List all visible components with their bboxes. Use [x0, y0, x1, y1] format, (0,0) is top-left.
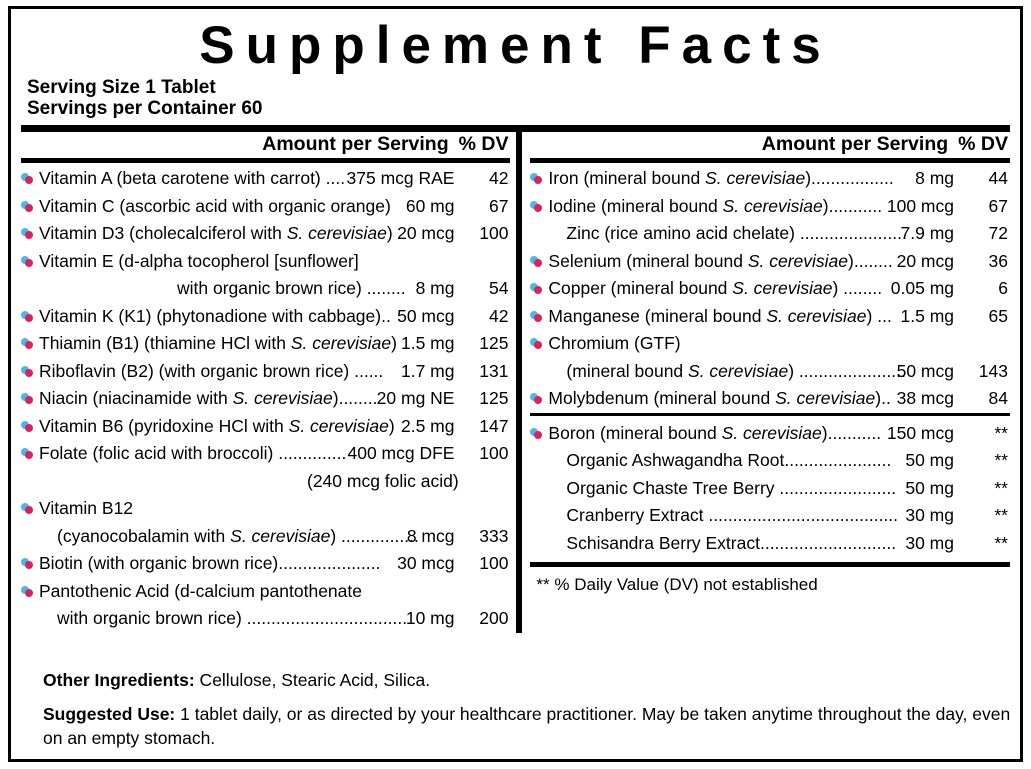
species-italic: S. cerevisiae — [286, 223, 387, 243]
nutrient-row — [21, 330, 510, 358]
species-italic: S. cerevisiae — [747, 250, 849, 271]
two-dot-bullet-icon — [21, 585, 34, 598]
nutrient-dv: 84 — [988, 388, 1008, 408]
nutrient-amount: 50 mcg — [397, 305, 455, 326]
nutrient-name: with organic brown rice) ........ — [177, 278, 406, 298]
nutrient-amount: 0.05 mg — [890, 278, 954, 298]
nutrient-dv: ** — [994, 532, 1008, 553]
two-dot-bullet-icon — [530, 337, 543, 350]
nutrient-name: Copper (mineral bound S. cerevisiae) ........ — [548, 278, 883, 298]
nutrient-amount: 20 mg NE — [376, 388, 455, 408]
nutrient-name: Riboflavin (B2) (with organic brown rice) ...... — [39, 360, 384, 381]
nutrient-row — [21, 605, 510, 633]
nutrient-name: Vitamin C (ascorbic acid with organic orange) — [39, 195, 391, 216]
nutrient-row — [21, 468, 510, 496]
nutrient-name: Vitamin A (beta carotene with carrot) .... — [39, 168, 346, 188]
nutrient-dv: 54 — [489, 278, 509, 298]
nutrient-dv: 125 — [479, 388, 509, 408]
nutrient-dv: 72 — [988, 223, 1008, 243]
nutrient-name: with organic brown rice) ................................. — [57, 608, 408, 628]
two-dot-bullet-icon — [21, 200, 34, 213]
two-dot-bullet-icon — [530, 310, 543, 323]
servings-per-container: Servings per Container 60 — [27, 98, 263, 119]
nutrient-row — [21, 413, 510, 441]
right-column — [530, 132, 1010, 633]
nutrient-row — [530, 358, 1010, 386]
nutrient-name: Vitamin B12 — [39, 498, 134, 518]
left-column — [21, 132, 510, 633]
nutrient-dv: ** — [994, 450, 1008, 470]
nutrient-row — [21, 220, 510, 248]
page-title: Supplement Facts — [199, 16, 832, 75]
two-dot-bullet-icon — [21, 420, 34, 433]
right-section-divider — [530, 413, 1010, 416]
suggested-use-label: Suggested Use: — [43, 704, 176, 724]
species-italic: S. cerevisiae — [288, 415, 389, 436]
panel-inner — [21, 13, 1010, 755]
nutrient-name: Vitamin D3 (cholecalciferol with S. cerevisiae) — [39, 223, 393, 243]
nutrient-dv: ** — [994, 505, 1008, 525]
column-divider — [516, 132, 522, 633]
two-dot-bullet-icon — [21, 172, 34, 185]
two-dot-bullet-icon — [21, 310, 34, 323]
nutrient-amount: 375 mcg RAE — [346, 168, 455, 188]
nutrient-row — [530, 385, 1010, 413]
right-column-header — [530, 132, 1010, 158]
two-dot-bullet-icon — [21, 227, 34, 240]
nutrient-amount: 20 mcg — [397, 223, 455, 243]
nutrient-row — [21, 578, 510, 606]
nutrient-row — [21, 303, 510, 331]
nutrient-name: Molybdenum (mineral bound S. cerevisiae).. — [548, 388, 891, 408]
nutrient-dv: 65 — [988, 305, 1008, 326]
nutrient-name: (240 mcg folic acid) — [307, 470, 459, 491]
nutrient-amount: 30 mg — [905, 532, 954, 553]
nutrient-dv: 67 — [988, 195, 1008, 216]
nutrient-amount: 100 mcg — [886, 195, 954, 216]
nutrient-row — [530, 275, 1010, 303]
dv-footnote: ** % Daily Value (DV) not established — [536, 575, 818, 594]
two-dot-bullet-icon — [21, 557, 34, 570]
left-column-header — [21, 132, 510, 158]
serving-size: Serving Size 1 Tablet — [27, 77, 216, 98]
nutrient-name: Boron (mineral bound S. cerevisiae)........... — [548, 422, 882, 443]
nutrient-name: Vitamin K (K1) (phytonadione with cabbage).. — [39, 305, 391, 326]
nutrient-name: Pantothenic Acid (d-calcium pantothenate — [39, 580, 362, 601]
nutrient-name: (mineral bound S. cerevisiae) ...................... — [566, 360, 906, 381]
nutrient-amount: 400 mcg DFE — [347, 443, 455, 463]
nutrient-dv: 100 — [479, 223, 509, 243]
nutrient-name: Iodine (mineral bound S. cerevisiae)........... — [548, 195, 883, 216]
nutrient-name: Folate (folic acid with broccoli) .............. — [39, 443, 347, 463]
nutrient-name: Manganese (mineral bound S. cerevisiae) ... — [548, 305, 892, 326]
species-italic: S. cerevisiae — [766, 305, 867, 326]
supplement-facts-panel — [8, 6, 1023, 762]
nutrient-amount: 1.7 mg — [400, 360, 455, 381]
other-ingredients-text: Cellulose, Stearic Acid, Silica. — [194, 670, 431, 690]
nutrient-name: Niacin (niacinamide with S. cerevisiae)........ — [39, 388, 378, 408]
nutrient-row — [530, 447, 1010, 475]
nutrient-row — [21, 165, 510, 193]
species-italic: S. cerevisiae — [232, 388, 333, 408]
two-dot-bullet-icon — [530, 255, 543, 268]
species-italic: S. cerevisiae — [732, 278, 833, 298]
nutrient-row — [530, 165, 1010, 193]
two-dot-bullet-icon — [21, 502, 34, 515]
nutrient-row — [530, 193, 1010, 221]
bottom-text — [43, 668, 1023, 760]
nutrient-row — [530, 220, 1010, 248]
nutrient-amount: 60 mg — [405, 195, 455, 216]
nutrient-row — [530, 530, 1010, 558]
nutrient-name: Cranberry Extract ....................................... — [566, 505, 899, 525]
two-dot-bullet-icon — [530, 200, 543, 213]
suggested-use — [43, 702, 1023, 750]
divider-top — [21, 125, 1010, 132]
nutrient-name: Chromium (GTF) — [548, 333, 681, 353]
nutrient-amount: 8 mg — [415, 278, 455, 298]
nutrient-amount: 150 mcg — [886, 422, 954, 443]
nutrient-name: Vitamin B6 (pyridoxine HCl with S. cerevisiae) — [39, 415, 395, 436]
nutrient-row — [21, 523, 510, 551]
nutrient-row — [530, 303, 1010, 331]
left-header-dv: % DV — [458, 133, 509, 155]
nutrient-row — [21, 358, 510, 386]
nutrient-amount: 1.5 mg — [900, 305, 954, 326]
nutrient-dv: 147 — [479, 415, 509, 436]
nutrient-row — [530, 475, 1010, 503]
nutrient-amount: 7.9 mg — [900, 223, 954, 243]
nutrient-row — [21, 495, 510, 523]
nutrient-dv: 67 — [489, 195, 509, 216]
right-header-amount: Amount per Serving — [761, 133, 949, 155]
left-header-amount: Amount per Serving — [262, 133, 449, 155]
other-ingredients — [43, 668, 1023, 692]
nutrient-name: Zinc (rice amino acid chelate) ...................... — [566, 223, 907, 243]
nutrient-row — [21, 193, 510, 221]
two-dot-bullet-icon — [21, 365, 34, 378]
nutrient-name: Thiamin (B1) (thiamine HCl with S. cerevisiae) — [39, 333, 397, 353]
nutrient-amount: 20 mcg — [896, 250, 954, 271]
nutrient-dv: ** — [994, 422, 1008, 443]
nutrient-dv: 200 — [479, 608, 509, 628]
nutrient-amount: 10 mg — [405, 608, 455, 628]
two-dot-bullet-icon — [21, 447, 34, 460]
other-ingredients-label: Other Ingredients: — [43, 670, 195, 690]
two-dot-bullet-icon — [530, 282, 543, 295]
nutrient-amount: 50 mg — [905, 450, 954, 470]
nutrient-name: Schisandra Berry Extract............................ — [566, 532, 897, 553]
nutrient-name: Biotin (with organic brown rice)..................... — [39, 553, 381, 573]
two-dot-bullet-icon — [21, 392, 34, 405]
suggested-use-text: 1 tablet daily, or as directed by your healthcare practitioner. May be taken anytime throughout the day, even on an empty stomach. — [43, 704, 1011, 748]
nutrient-dv: 36 — [988, 250, 1008, 271]
nutrient-name: Organic Ashwagandha Root...................... — [566, 450, 892, 470]
two-dot-bullet-icon — [530, 427, 543, 440]
nutrient-row — [530, 502, 1010, 530]
left-nutrient-rows — [21, 163, 510, 633]
nutrient-row — [21, 248, 510, 276]
nutrient-row — [530, 248, 1010, 276]
nutrient-columns — [21, 132, 1010, 633]
nutrient-row — [21, 440, 510, 468]
nutrient-dv: 125 — [479, 333, 509, 353]
two-dot-bullet-icon — [21, 337, 34, 350]
nutrient-row — [21, 550, 510, 578]
nutrient-name: Vitamin E (d-alpha tocopherol [sunflower] — [39, 250, 359, 271]
nutrient-dv: 131 — [479, 360, 509, 381]
two-dot-bullet-icon — [530, 392, 543, 405]
nutrient-row — [530, 330, 1010, 358]
two-dot-bullet-icon — [21, 255, 34, 268]
nutrient-name: Iron (mineral bound S. cerevisiae)................. — [548, 168, 894, 188]
right-botanical-rows — [530, 418, 1010, 558]
species-italic: S. cerevisiae — [688, 360, 789, 381]
nutrient-row — [21, 385, 510, 413]
nutrient-amount: 50 mcg — [896, 360, 954, 381]
nutrient-dv: 143 — [978, 360, 1008, 381]
nutrient-dv: 6 — [998, 278, 1008, 298]
species-italic: S. cerevisiae — [230, 525, 331, 546]
species-italic: S. cerevisiae — [290, 333, 392, 353]
species-italic: S. cerevisiae — [705, 168, 806, 188]
nutrient-dv: 100 — [479, 443, 509, 463]
nutrient-dv: 44 — [988, 168, 1008, 188]
nutrient-dv: 42 — [489, 168, 509, 188]
nutrient-amount: 38 mcg — [896, 388, 954, 408]
nutrient-amount: 30 mcg — [397, 553, 455, 573]
nutrient-dv: 333 — [479, 525, 509, 546]
species-italic: S. cerevisiae — [722, 195, 823, 216]
nutrient-amount: 8 mcg — [406, 525, 455, 546]
right-mineral-rows — [530, 163, 1010, 413]
nutrient-name: Selenium (mineral bound S. cerevisiae)........ — [548, 250, 893, 271]
nutrient-amount: 1.5 mg — [400, 333, 455, 353]
species-italic: S. cerevisiae — [721, 422, 822, 443]
nutrient-name: Organic Chaste Tree Berry ........................ — [566, 477, 897, 498]
nutrient-dv: 42 — [489, 305, 509, 326]
nutrient-row — [530, 420, 1010, 448]
nutrient-row — [21, 275, 510, 303]
nutrient-amount: 8 mg — [915, 168, 954, 188]
species-italic: S. cerevisiae — [775, 388, 876, 408]
nutrient-amount: 30 mg — [905, 505, 954, 525]
nutrient-amount: 2.5 mg — [400, 415, 455, 436]
nutrient-amount: 50 mg — [905, 477, 954, 498]
nutrient-name: (cyanocobalamin with S. cerevisiae) ................ — [57, 525, 419, 546]
nutrient-dv: 100 — [479, 553, 509, 573]
nutrient-dv: ** — [994, 477, 1008, 498]
right-header-dv: % DV — [958, 133, 1008, 155]
two-dot-bullet-icon — [530, 172, 543, 185]
